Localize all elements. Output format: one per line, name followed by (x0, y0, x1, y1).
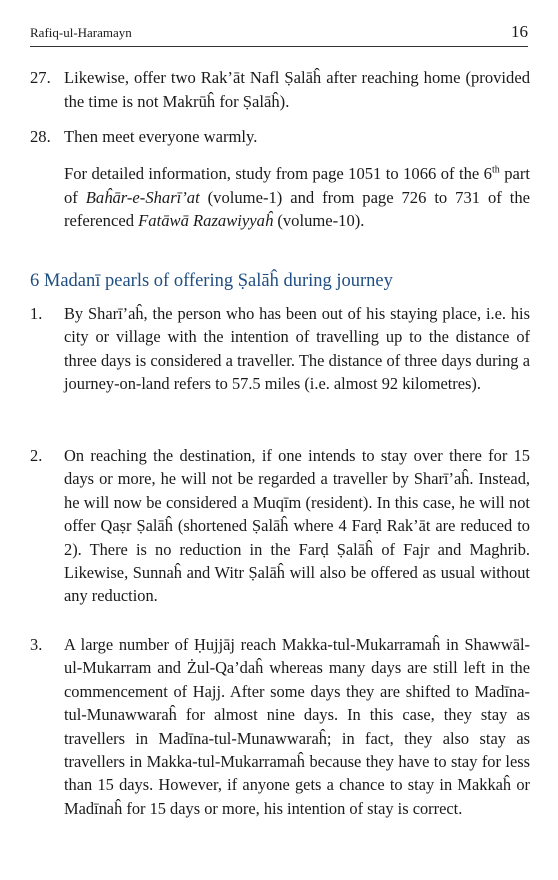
item-number: 27. (30, 68, 51, 87)
item-number: 2. (30, 446, 43, 465)
page-number: 16 (511, 22, 528, 41)
item-number: 28. (30, 127, 51, 146)
item-text: A large number of Ḥujjāj reach Makka-tul-Mukarramaĥ in Shawwāl-ul-Mukarram and Żul-Qa’daĥ whereas many days are still left in the commencement of Hajj. After some days they are shifted to Madīna-tul-Munawwaraĥ for almost nine days. In this case, they stay as travellers in Madīna-tul-Munawwaraĥ; in fact, they also stay as travellers in Makka-tul-Mukarramaĥ because they have to stay for less than 15 days. However, if anyone gets a chance to stay in Makkaĥ or Madīnaĥ for 15 days or more, his intention of stay is correct. (64, 635, 530, 818)
section-heading: 6 Madanī pearls of offering Ṣalāĥ during journey (30, 271, 393, 291)
running-title: Rafiq-ul-Haramayn (30, 25, 132, 40)
book-title: Fatāwā Razawiyyaĥ (138, 211, 274, 230)
item-text: On reaching the destination, if one intends to stay over there for 15 days or more, he will not be regarded a traveller by Sharī’aĥ. Instead, he will now be considered a Muqīm (resident). In this case, he will not offer Qaṣr Ṣalāĥ (shortened Ṣalāĥ where 4 Farḍ Rak’āt are reduced to 2). There is no reduction in the Farḍ Ṣalāĥ of Fajr and Maghrib. Likewise, Sunnaĥ and Witr Ṣalāĥ will also be offered as usual without any reduction. (64, 446, 530, 606)
running-header (30, 22, 528, 47)
item-text: Likewise, offer two Rak’āt Nafl Ṣalāĥ after reaching home (provided the time is not Makrūĥ for Ṣalāĥ). (64, 68, 530, 111)
list-item-28 (30, 125, 530, 149)
book-title: Baĥār-e-Sharī’at (85, 187, 200, 207)
reference-text: For detailed information, study from page 1051 to 1066 of the 6 (64, 164, 492, 183)
reference-text: (volume-10). (273, 211, 365, 230)
item-text: Then meet everyone warmly. (64, 127, 258, 146)
reference-text: part of (64, 164, 530, 207)
item-number: 3. (30, 635, 43, 654)
ordinal-suffix: th (491, 164, 500, 176)
list-item-27 (30, 66, 530, 113)
item-text: By Sharī’aĥ, the person who has been out of his staying place, i.e. his city or village with the intention of travelling up to the distance of three days is considered a traveller. The distance of three days during a journey-on-land refers to 57.5 miles (i.e. almost 92 kilometres). (64, 304, 530, 394)
reference-text: (volume-1) and from page 726 to 731 of the referenced (64, 187, 530, 230)
pearl-item-1 (30, 302, 530, 396)
reference-paragraph (64, 162, 530, 233)
pearl-item-2 (30, 444, 530, 608)
pearl-item-3 (30, 633, 530, 820)
item-number: 1. (30, 304, 43, 323)
